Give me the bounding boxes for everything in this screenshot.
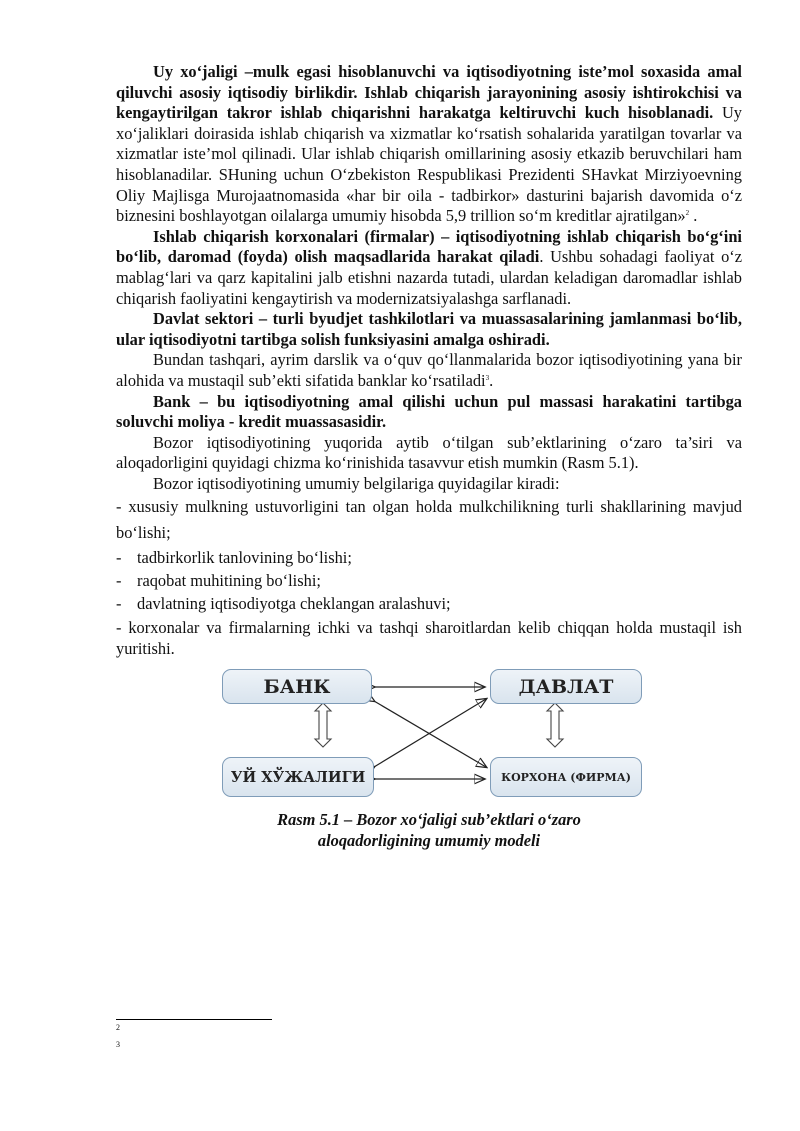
davlat-box: ДАВЛАТ bbox=[490, 669, 642, 704]
list-item-text: korxonalar va firmalarning ichki va tashqi sharoitlardan kelib chiqqan holda mustaqil ish yuritishi. bbox=[116, 618, 743, 659]
caption-line-1: Rasm 5.1 – Bozor xo‘jaligi sub’ektlari o‘zaro bbox=[277, 810, 581, 830]
economy-subjects-diagram bbox=[222, 669, 642, 799]
footnote-separator bbox=[116, 1019, 272, 1020]
paragraph-firms bbox=[116, 227, 742, 309]
footnote-3: 3 bbox=[116, 1040, 120, 1049]
punctuation: . bbox=[489, 370, 494, 390]
household-box: УЙ ХЎЖАЛИГИ bbox=[222, 757, 374, 797]
arrow-davlat-firm bbox=[547, 703, 563, 747]
household-text: Uy xo‘jaliklari doirasida ishlab chiqarish va xizmatlar ko‘rsatish sohalarida yaratilgan tovarlar va xizmatlar iste’mol qilinadi. Ular ishlab chiqarish omillarining asosiy etkazib beruvchilari ham hisoblanadilar. SHuning uchun O‘zbekiston Respublikasi Prezidenti SHavkat Mirziyoevning Oliy Majlisga Murojaatnomasida «har bir oila - tadbirkor» dasturini bajarish davomida o‘z biznesini boshlayotgan oilalarga umumiy hisobda 5,9 trillion so‘m kreditlar ajratilgan» bbox=[116, 103, 742, 226]
list-dash: - bbox=[116, 618, 122, 638]
firm-definition: Ishlab chiqarish korxonalari (firmalar) – iqtisodiyotning ishlab chiqarish bo‘g‘ini bo‘lib, daromad (foyda) olish maqsadlarida harakat qiladi bbox=[116, 226, 742, 267]
paragraph-household bbox=[116, 62, 742, 227]
paragraph-interaction: Bozor iqtisodiyotining yuqorida aytib o‘tilgan sub’ektlarining o‘zaro ta’siri va aloqadorligini quyidagi chizma ko‘rinishida tasavvur etish mumkin (Rasm 5.1). bbox=[116, 432, 742, 473]
paragraph-bank-definition: Bank – bu iqtisodiyotning amal qilishi uchun pul massasi harakatini tartibga soluvchi moliya - kredit muassasasidir. bbox=[116, 391, 742, 432]
list-item bbox=[116, 592, 742, 615]
list-dash: - bbox=[116, 571, 122, 591]
list-item-text: tadbirkorlik tanlovining bo‘lishi; bbox=[137, 548, 352, 568]
list-item bbox=[116, 569, 742, 592]
footnote-ref-3[interactable]: 3 bbox=[485, 373, 490, 382]
paragraph-features-intro: Bozor iqtisodiyotining umumiy belgilariga quyidagilar kiradi: bbox=[153, 473, 560, 493]
paragraph-state-sector: Davlat sektori – turli byudjet tashkilotlari va muassasalarining jamlanmasi bo‘lib, ular iqtisodiyotni tartibga solish funksiyasini amalga oshiradi. bbox=[116, 309, 742, 349]
document-body bbox=[116, 62, 742, 851]
banks-note-text: Bundan tashqari, ayrim darslik va o‘quv qo‘llanmalarida bozor iqtisodiyotining yana bir alohida va mustaqil sub’ekti sifatida banklar ko‘rsatiladi bbox=[116, 350, 742, 390]
footnote-ref-2[interactable]: 2 bbox=[685, 209, 690, 218]
list-item bbox=[116, 494, 742, 546]
bank-box: БАНК bbox=[222, 669, 372, 704]
arrow-bank-household bbox=[315, 703, 331, 747]
list-item-text: xususiy mulkning ustuvorligini tan olgan holda mulkchilikning turli shakllarining mavjud bo‘lishi; bbox=[116, 497, 742, 543]
figure-caption bbox=[116, 809, 742, 851]
list-item bbox=[116, 546, 742, 569]
list-item bbox=[116, 617, 742, 659]
footnote-2: 2 bbox=[116, 1023, 120, 1032]
list-dash: - bbox=[116, 497, 122, 517]
caption-line-2: aloqadorligining umumiy modeli bbox=[317, 831, 541, 851]
list-dash: - bbox=[116, 594, 122, 614]
household-definition: Uy xo‘jaligi –mulk egasi hisoblanuvchi va iqtisodiyotning iste’mol soxasida amal qiluvchi asosiy iqtisodiy birlikdir. Ishlab chiqarish jarayonining asosiy ishtirokchisi va kengaytirilgan takror ishlab chiqarishni harakatga keltiruvchi kuch hisoblanadi. bbox=[116, 62, 742, 123]
list-item-text: raqobat muhitining bo‘lishi; bbox=[137, 571, 321, 591]
list-dash: - bbox=[116, 548, 122, 568]
paragraph-banks-note bbox=[116, 350, 742, 391]
firm-text: . Ushbu sohadagi faoliyat o‘z mablag‘lari va qarz kapitalini jalb etishni nazarda tutadi, ulardan keladigan daromadlar ishlab chiqarish faoliyatini kengaytirish va modernizatsiyalashga sarflanadi. bbox=[116, 247, 742, 308]
list-item-text: davlatning iqtisodiyotga cheklangan aralashuvi; bbox=[137, 594, 451, 614]
firm-box: КОРХОНА (ФИРМА) bbox=[490, 757, 642, 797]
punctuation: . bbox=[689, 206, 698, 226]
